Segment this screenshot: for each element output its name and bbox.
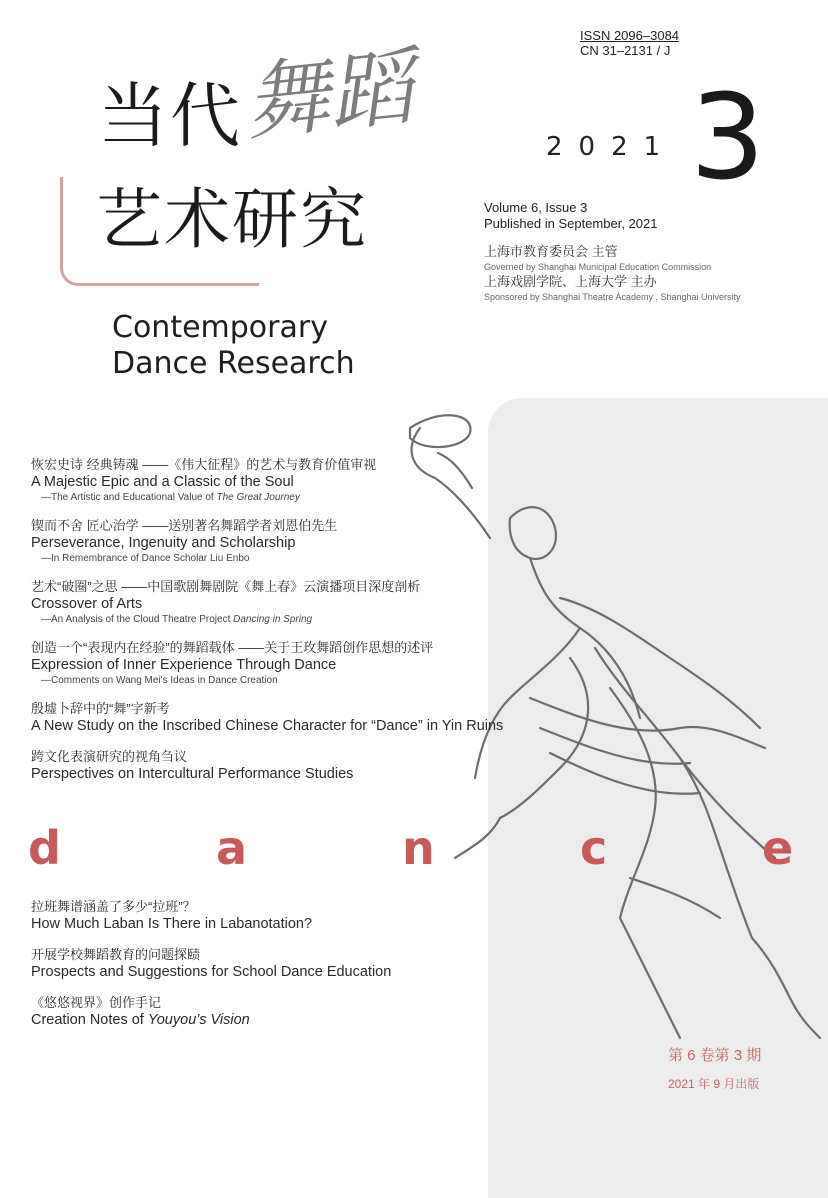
sponsored-en: Sponsored by Shanghai Theatre Academy , Shanghai University	[484, 292, 741, 302]
article-subtitle	[41, 613, 551, 626]
dance-letter-a: a	[216, 821, 248, 875]
issn-block	[580, 28, 679, 58]
article-title-cn: 《悠悠视界》创作手记	[31, 995, 162, 1010]
volume-info	[484, 200, 657, 232]
article-title-en: A Majestic Epic and a Classic of the Soul	[31, 474, 294, 490]
volume-line: Volume 6, Issue 3	[484, 200, 588, 215]
dance-letter-e: e	[762, 821, 794, 875]
article-title-cn: 锲而不舍 匠心治学 ——送别著名舞蹈学者刘恩伯先生	[31, 518, 338, 533]
cn-number: CN 31–2131 / J	[580, 43, 671, 58]
article-title-en: How Much Laban Is There in Labanotation?	[31, 916, 313, 932]
governed-cn: 上海市教育委员会 主管	[484, 244, 618, 259]
journal-title-en-line1: Contemporary	[112, 310, 328, 345]
article-subtitle-italic: Dancing in Spring	[233, 614, 313, 625]
dance-letter-c: c	[580, 821, 608, 875]
article-subtitle	[41, 491, 551, 504]
journal-title-cn-part1: 当代	[98, 75, 242, 157]
publication-date-cn: 2021 年 9 月出版	[668, 1077, 760, 1091]
article-title-en: Expression of Inner Experience Through Dance	[31, 657, 337, 673]
governed-en: Governed by Shanghai Municipal Education Commission	[484, 262, 712, 272]
article-title-cn: 开展学校舞蹈教育的问题探赜	[31, 947, 201, 962]
issn-number: ISSN 2096–3084	[580, 28, 680, 43]
article-title-cn: 殷墟卜辞中的“舞”字新考	[31, 701, 170, 716]
issue-year: 2021	[546, 132, 677, 162]
article-title-cn: 恢宏史诗 经典铸魂 ——《伟大征程》的艺术与教育价值审视	[31, 457, 377, 472]
article-title-en	[31, 1011, 551, 1029]
article-subtitle: —In Remembrance of Dance Scholar Liu Enbo	[41, 553, 250, 564]
article-item	[31, 946, 551, 981]
article-list	[31, 456, 551, 796]
article-title-en: Perspectives on Intercultural Performance Studies	[31, 766, 354, 782]
article-subtitle: —Comments on Wang Mei's Ideas in Dance Creation	[41, 675, 278, 686]
dance-letter-n: n	[402, 821, 435, 875]
journal-title-en	[112, 310, 355, 382]
issue-number: 3	[690, 68, 766, 206]
article-title-cn: 艺术“破圈”之思 ——中国歌剧舞剧院《舞上春》云演播项目深度剖析	[31, 579, 421, 594]
sponsored-cn: 上海戏剧学院、上海大学 主办	[484, 274, 657, 289]
article-subtitle-italic: The Great Journey	[216, 492, 300, 503]
article-item	[31, 456, 551, 504]
article-title-en: Perseverance, Ingenuity and Scholarship	[31, 535, 296, 551]
article-title-en-italic: Youyou’s Vision	[147, 1012, 250, 1028]
governance-info	[484, 244, 741, 304]
volume-issue-cn: 第 6 卷第 3 期	[668, 1047, 762, 1064]
article-title-en: Crossover of Arts	[31, 596, 143, 612]
article-title-cn: 创造一个“表现内在经验”的舞蹈载体 ——关于王玫舞蹈创作思想的述评	[31, 640, 434, 655]
article-title-en: A New Study on the Inscribed Chinese Character for “Dance” in Yin Ruins	[31, 718, 504, 734]
article-item	[31, 994, 551, 1029]
article-subtitle-text: —An Analysis of the Cloud Theatre Project	[41, 614, 234, 625]
article-title-en: Prospects and Suggestions for School Dance Education	[31, 964, 392, 980]
journal-title-en-line2: Dance Research	[112, 346, 355, 381]
dance-letter-d: d	[28, 821, 61, 875]
dance-word-decoration	[0, 818, 828, 888]
journal-title-cn-part2: 艺术研究	[96, 181, 368, 258]
article-item	[31, 748, 551, 783]
article-subtitle-text: —The Artistic and Educational Value of	[41, 492, 217, 503]
article-title-cn: 拉班舞谱涵盖了多少“拉班”？	[31, 899, 196, 914]
article-item	[31, 639, 551, 687]
article-list-lower	[31, 898, 551, 1042]
journal-title-cn-calligraphy: 舞蹈	[240, 37, 418, 153]
article-title-en-text: Creation Notes of	[31, 1012, 148, 1028]
article-item	[31, 578, 551, 626]
published-line: Published in September, 2021	[484, 216, 658, 231]
article-title-cn: 跨文化表演研究的视角刍议	[31, 749, 188, 764]
article-item	[31, 898, 551, 933]
article-item	[31, 517, 551, 565]
article-item	[31, 700, 551, 735]
